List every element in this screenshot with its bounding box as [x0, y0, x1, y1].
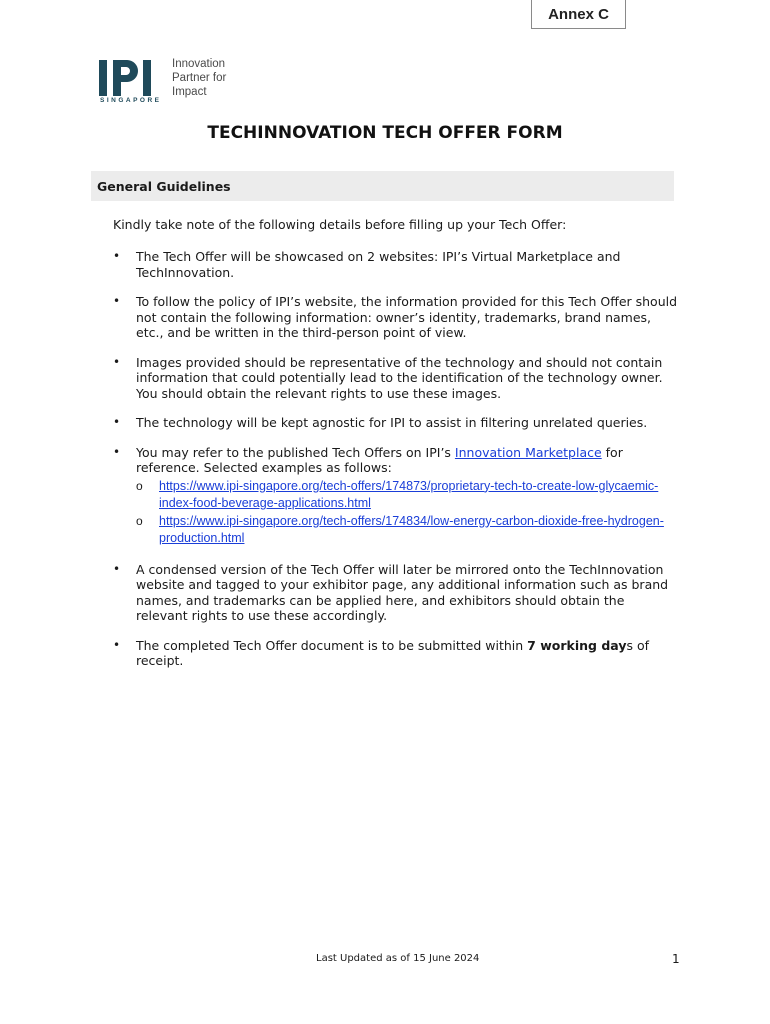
ipi-logo-mark	[99, 60, 159, 96]
ipi-logo	[99, 57, 239, 107]
page-title: TECHINNOVATION TECH OFFER FORM	[207, 123, 563, 143]
guideline-text: s of receipt.	[136, 637, 650, 668]
deadline-emphasis: 7 working day	[527, 637, 627, 653]
sub-bullet: o	[136, 513, 143, 528]
guideline-text: You may refer to the published Tech Offers on IPI’s	[136, 444, 455, 460]
guideline-text: The Tech Offer will be showcased on 2 websites: IPI’s Virtual Marketplace and TechInnovation.	[136, 249, 621, 280]
section-heading: General Guidelines	[97, 179, 231, 194]
examples-list	[136, 478, 678, 548]
logo-tagline	[172, 57, 226, 99]
logo-tagline-line: Innovation	[172, 58, 226, 70]
guideline-item	[113, 415, 678, 431]
guideline-item	[113, 355, 678, 402]
footer-updated: Last Updated as of 15 June 2024	[316, 953, 480, 964]
innovation-marketplace-link[interactable]: Innovation Marketplace	[454, 444, 602, 460]
logo-country: SINGAPORE	[100, 97, 162, 104]
guideline-item	[113, 562, 678, 624]
guideline-text: The technology will be kept agnostic for IPI to assist in filtering unrelated queries.	[136, 415, 648, 430]
section-header	[91, 171, 674, 201]
guideline-text: A condensed version of the Tech Offer will later be mirrored onto the TechInnovation website and tagged to your exhibitor page, any additional information such as brand names, and trademarks can be applied here, and exhibitors should obtain the relevant rights to use these accordingly.	[136, 561, 669, 623]
guidelines-list	[113, 249, 678, 683]
logo-tagline-line: Impact	[172, 86, 207, 98]
guideline-text: To follow the policy of IPI’s website, the information provided for this Tech Offer should not contain the following information: owner’s identity, trademarks, brand names, etc., and be written in the third-person point of view.	[136, 294, 678, 340]
example-item	[136, 478, 678, 513]
guideline-text: The completed Tech Offer document is to be submitted within	[136, 637, 528, 653]
example-link[interactable]: https://www.ipi-singapore.org/tech-offers/174873/proprietary-tech-to-create-low-glycaemic-index-food-beverage-applications.html	[159, 478, 659, 510]
guideline-item	[113, 638, 678, 669]
example-item	[136, 513, 678, 548]
guideline-text: Images provided should be representative of the technology and should not contain information that could potentially lead to the identification of the technology owner. You should obtain the relevant rights to use these images.	[136, 354, 663, 401]
page-number: 1	[672, 952, 680, 966]
example-link[interactable]: https://www.ipi-singapore.org/tech-offers/174834/low-energy-carbon-dioxide-free-hydrogen-production.html	[159, 513, 664, 545]
sub-bullet: o	[136, 478, 143, 493]
logo-tagline-line: Partner for	[172, 72, 227, 84]
guideline-text: for reference. Selected examples as follows:	[136, 444, 623, 475]
annex-label: Annex C	[531, 0, 626, 29]
intro-text: Kindly take note of the following details before filling up your Tech Offer:	[113, 217, 567, 232]
guideline-item	[113, 445, 678, 548]
guideline-item	[113, 249, 678, 280]
guideline-item	[113, 294, 678, 341]
